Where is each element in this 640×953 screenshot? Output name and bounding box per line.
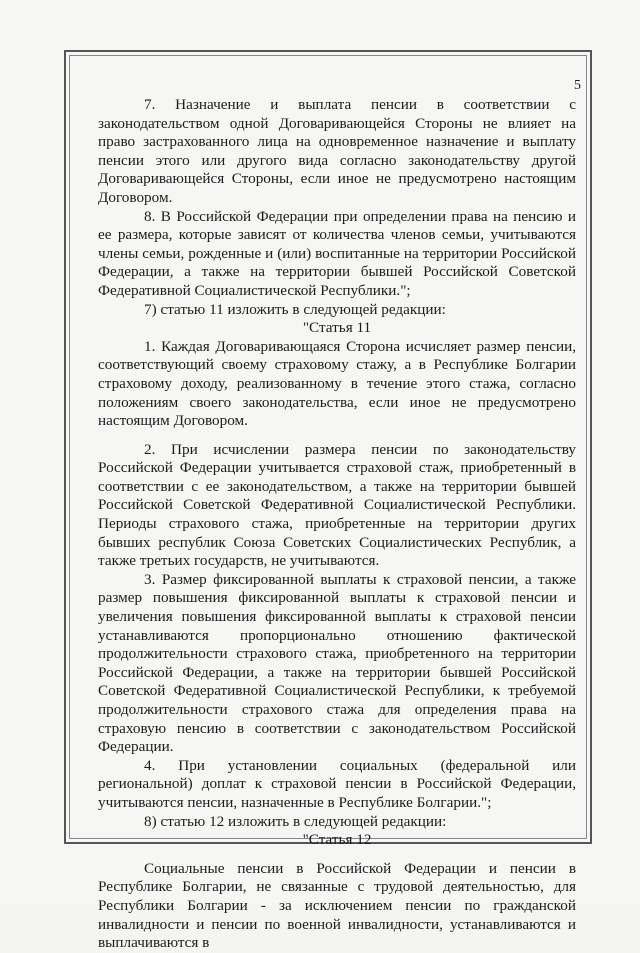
- article-12-text: Социальные пенсии в Российской Федерации и пенсии в Республике Болгарии, не связанные с трудовой деятельностью, для Республики Болгарии - за исключением пенсии по гражданской инвалидности и пенсии по военной инвалидности, устанавливаются и выплачиваются в: [98, 859, 576, 952]
- article-11-clause-2: 2. При исчислении размера пенсии по законодательству Российской Федерации учитывается страховой стаж, приобретенный в соответствии с ее законодательством, а также на территории бывшей Российской Советской Федеративной Социалистической Республики. Периоды страхового стажа, приобретенные на территории других бывших республик Союза Советских Социалистических Республик, а также третьих государств, не учитываются.: [98, 440, 576, 570]
- document-body: [98, 96, 576, 953]
- article-12-heading: "Статья 12: [302, 831, 372, 849]
- paragraph-item-8: 8. В Российской Федерации при определении права на пенсию и ее размера, которые зависят от количества членов семьи, учитываются члены семьи, рожденные и (или) воспитанные на территории Российской Федерации, а также на территории бывшей Российской Советской Федеративной Социалистической Республики.";: [98, 207, 576, 299]
- page-number: 5: [574, 78, 581, 93]
- article-11-heading: "Статья 11: [302, 319, 372, 337]
- amendment-article-12-intro: 8) статью 12 изложить в следующей редакции:: [144, 812, 447, 830]
- article-11-clause-3: 3. Размер фиксированной выплаты к страховой пенсии, а также размер повышения фиксированной выплаты к страховой пенсии и увеличения повышения фиксированной выплаты к страховой пенсии устанавливаются пропорционально отношению фактической продолжительности страхового стажа, приобретенного на территории Российской Федерации, а также на территории бывшей Российской Советской Федеративной Социалистической Республики, к требуемой продолжительности страхового стажа для определения права на страховую пенсию в соответствии с законодательством Российской Федерации.: [98, 570, 576, 756]
- paragraph-item-7: 7. Назначение и выплата пенсии в соответствии с законодательством одной Договаривающейся Стороны не влияет на право застрахованного лица на одновременное назначение и выплату пенсии этого или другого вида согласно законодательству другой Договаривающейся Стороны, если иное не предусмотрено настоящим Договором.: [98, 96, 576, 206]
- article-11-clause-4: 4. При установлении социальных (федеральной или региональной) доплат к страховой пенсии в Российской Федерации, учитываются пенсии, назначенные в Республике Болгарии.";: [98, 756, 576, 811]
- amendment-article-11-intro: 7) статью 11 изложить в следующей редакции:: [144, 300, 446, 318]
- article-11-clause-1: 1. Каждая Договаривающаяся Сторона исчисляет размер пенсии, соответствующий своему страховому стажу, а в Республике Болгарии страховому доходу, реализованному в течение этого стажа, согласно положениям своего законодательства, если иное не предусмотрено настоящим Договором.: [98, 337, 576, 430]
